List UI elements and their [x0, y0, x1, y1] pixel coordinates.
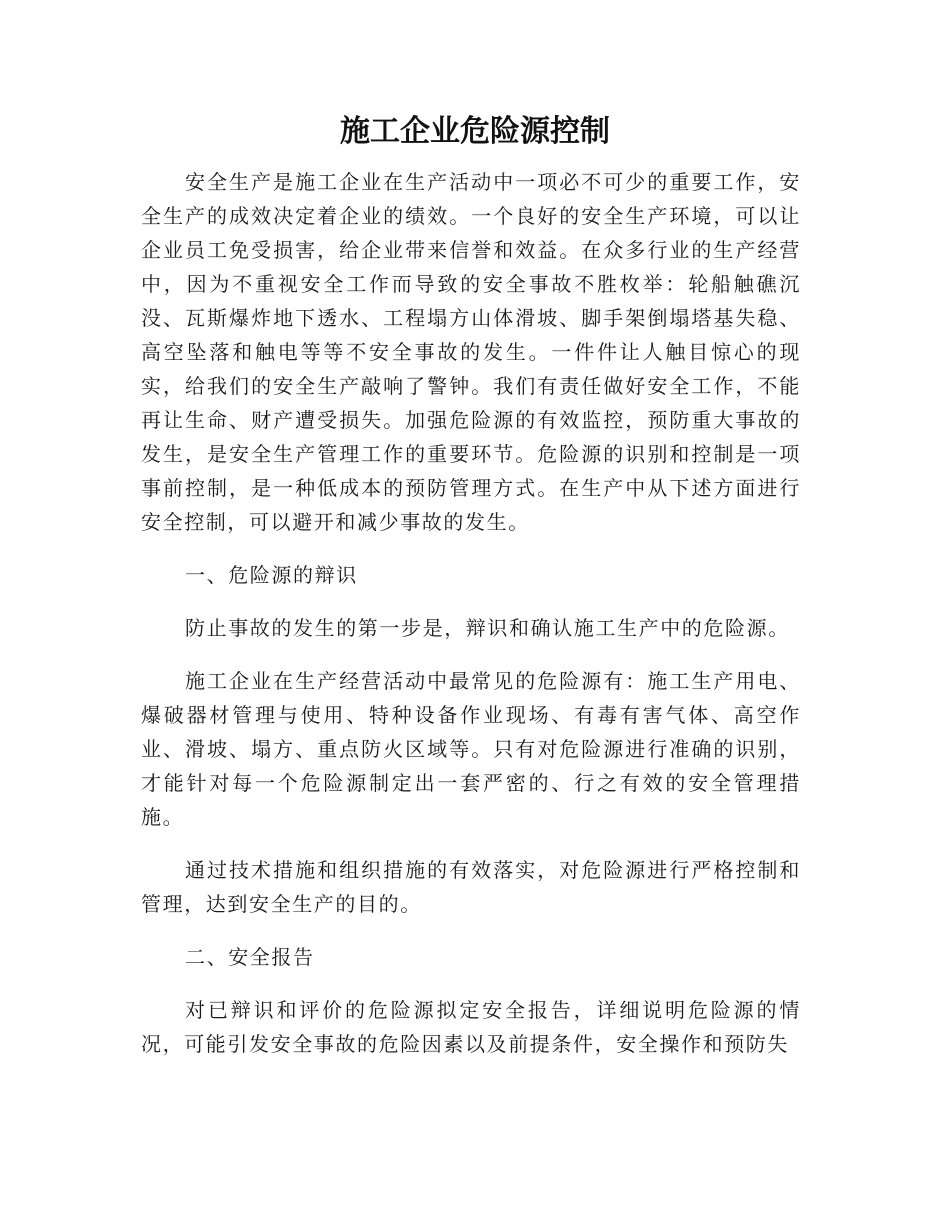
document-title: 施工企业危险源控制 — [340, 114, 610, 149]
paragraph-intro: 安全生产是施工企业在生产活动中一项必不可少的重要工作，安全生产的成效决定着企业的绩效。一个良好的安全生产环境，可以让企业员工免受损害，给企业带来信誉和效益。在众多行业的生产经营中，因为不重视安全工作而导致的安全事故不胜枚举：轮船触礁沉没、瓦斯爆炸地下透水、工程塌方山体滑坡、脚手架倒塌塔基失稳、高空坠落和触电等等不安全事故的发生。一件件让人触目惊心的现实，给我们的安全生产敲响了警钟。我们有责任做好安全工作，不能再让生命、财产遭受损失。加强危险源的有效监控，预防重大事故的发生，是安全生产管理工作的重要环节。危险源的识别和控制是一项事前控制，是一种低成本的预防管理方式。在生产中从下述方面进行安全控制，可以避开和减少事故的发生。 — [141, 170, 801, 534]
paragraph-first-step: 防止事故的发生的第一步是，辩识和确认施工生产中的危险源。 — [185, 616, 790, 640]
paragraph-safety-report: 对已辩识和评价的危险源拟定安全报告，详细说明危险源的情况，可能引发安全事故的危险因素以及前提条件，安全操作和预防失 — [141, 998, 801, 1056]
document-body — [141, 165, 801, 1080]
section-heading-hazard-identification: 一、危险源的辩识 — [185, 563, 358, 587]
paragraph-common-hazards: 施工企业在生产经营活动中最常见的危险源有：施工生产用电、爆破器材管理与使用、特种设备作业现场、有毒有害气体、高空作业、滑坡、塌方、重点防火区域等。只有对危险源进行准确的识别，才能针对每一个危险源制定出一套严密的、行之有效的安全管理措施。 — [141, 669, 801, 829]
paragraph-measures: 通过技术措施和组织措施的有效落实，对危险源进行严格控制和管理，达到安全生产的目的。 — [141, 858, 801, 916]
section-heading-safety-report: 二、安全报告 — [185, 945, 315, 969]
